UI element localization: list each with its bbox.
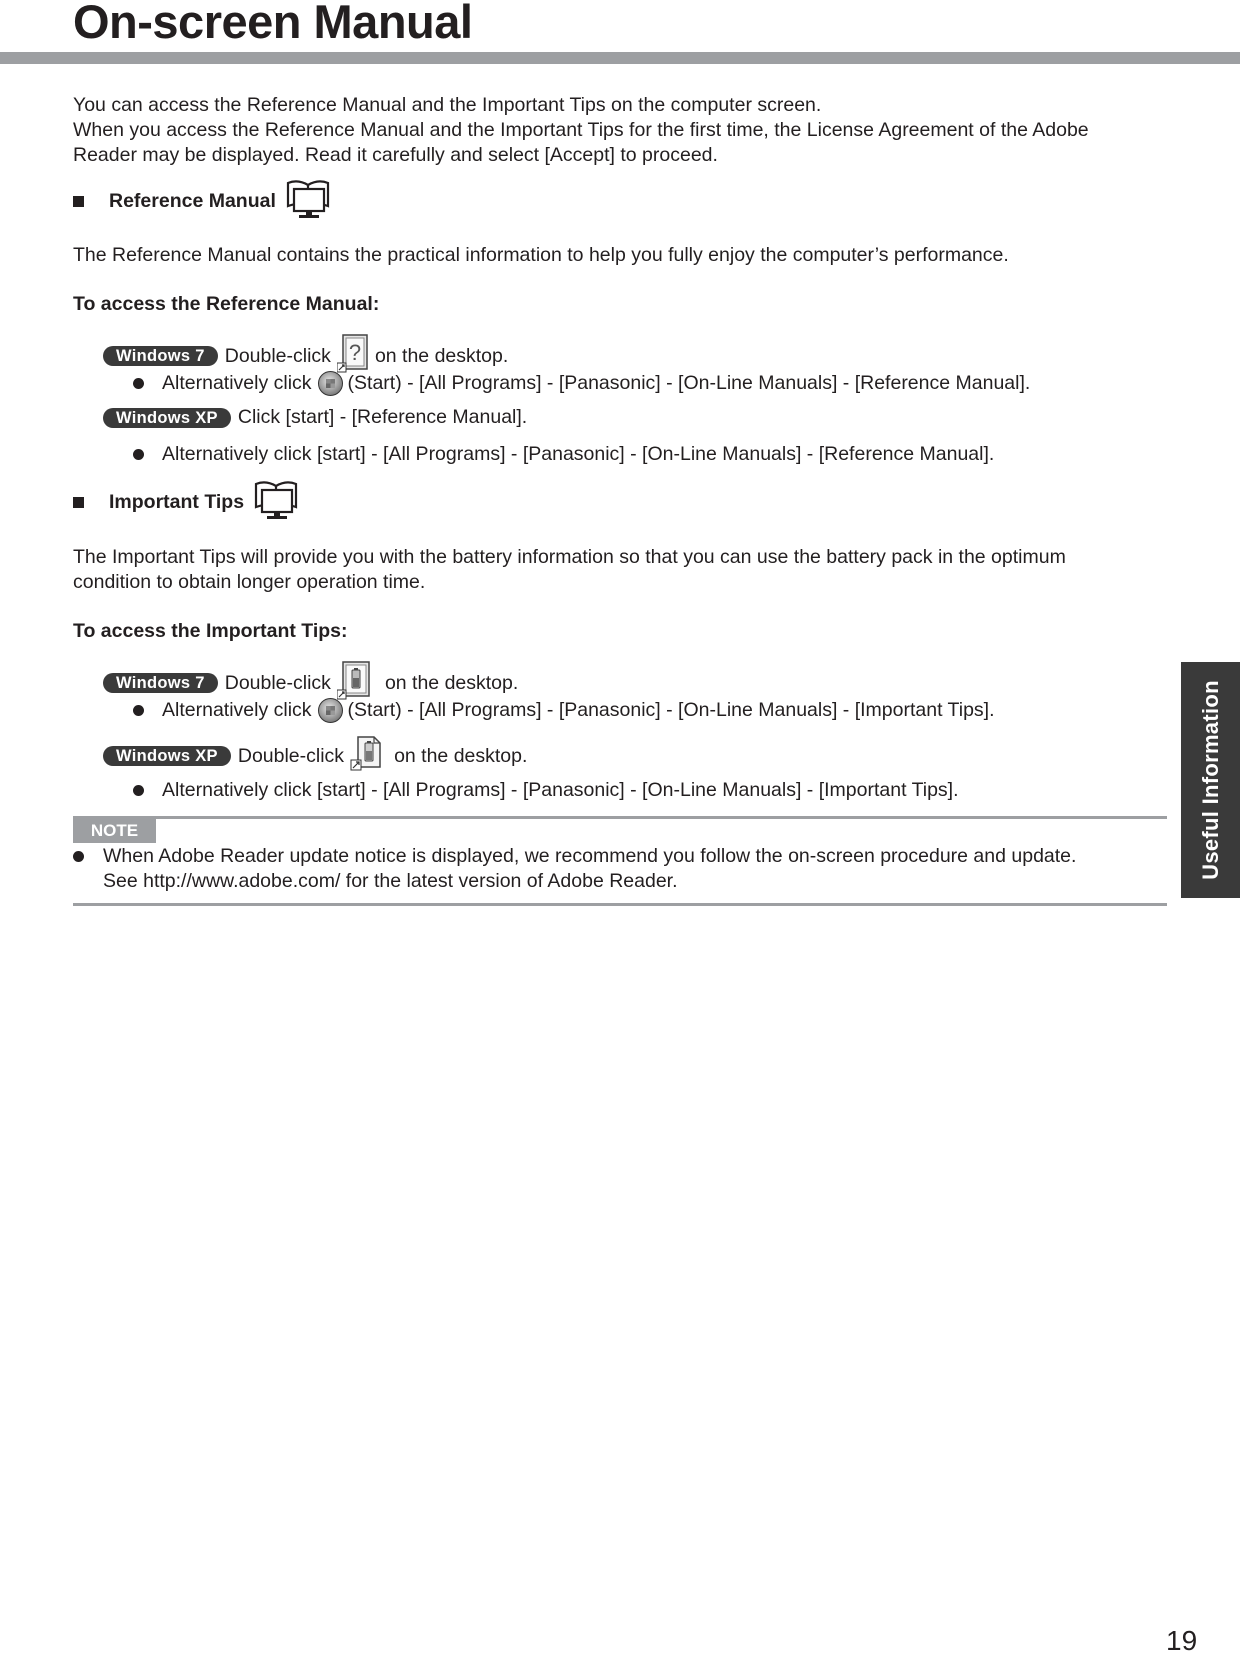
step-text: Alternatively click [start] - [All Programs] - [Panasonic] - [On-Line Manuals] - [Important Tips]. [162, 779, 959, 801]
intro-line-3: Reader may be displayed. Read it carefully and select [Accept] to proceed. [73, 144, 718, 166]
windows-start-icon[interactable] [318, 371, 343, 396]
square-bullet-icon [73, 497, 84, 508]
on-screen-manual-icon [252, 478, 302, 526]
note-top-rule [73, 816, 1167, 819]
section-reference-manual [73, 177, 334, 225]
windows7-badge: Windows 7 [103, 673, 218, 693]
step-text: (Start) - [All Programs] - [Panasonic] - [On-Line Manuals] - [Reference Manual]. [347, 372, 1031, 394]
step-text: on the desktop. [374, 344, 509, 367]
step-text: Double-click [237, 744, 345, 767]
step-text: (Start) - [All Programs] - [Panasonic] - [On-Line Manuals] - [Important Tips]. [347, 699, 995, 721]
important-tips-heading: Important Tips [109, 490, 245, 513]
windows-xp-badge: Windows XP [103, 408, 231, 428]
round-bullet-icon [73, 851, 84, 862]
round-bullet-icon [133, 705, 144, 716]
note-label: NOTE [73, 819, 156, 843]
round-bullet-icon [133, 449, 144, 460]
reference-access-heading: To access the Reference Manual: [73, 293, 380, 315]
reference-win7-alt-step [133, 371, 1030, 396]
reference-description: The Reference Manual contains the practical information to help you fully enjoy the computer’s performance. [73, 244, 1009, 266]
windows7-badge: Windows 7 [103, 346, 218, 366]
side-section-tab [1181, 662, 1240, 898]
windows-xp-badge: Windows XP [103, 746, 231, 766]
intro-line-2: When you access the Reference Manual and the Important Tips for the first time, the License Agreement of the Adobe [73, 119, 1089, 141]
step-text: Click [start] - [Reference Manual]. [237, 406, 528, 428]
step-text: Alternatively click [start] - [All Programs] - [Panasonic] - [On-Line Manuals] - [Reference Manual]. [162, 443, 995, 465]
note-text [103, 844, 1076, 894]
tips-description-line-1: The Important Tips will provide you with the battery information so that you can use the battery pack in the optimum [73, 546, 1066, 568]
tips-win7-alt-step [133, 698, 995, 723]
step-text: Alternatively click [162, 699, 312, 721]
note-line-1: When Adobe Reader update notice is displayed, we recommend you follow the on-screen procedure and update. [103, 845, 1077, 867]
reference-manual-heading: Reference Manual [109, 189, 276, 212]
note-line-2: See http://www.adobe.com/ for the latest version of Adobe Reader. [103, 870, 678, 892]
tips-access-heading: To access the Important Tips: [73, 620, 348, 642]
reference-xp-alt-step [133, 443, 994, 466]
round-bullet-icon [133, 785, 144, 796]
step-text: Double-click [224, 344, 331, 367]
note-item [73, 844, 1076, 894]
step-text: Alternatively click [162, 372, 312, 394]
step-text: on the desktop. [384, 671, 519, 694]
reference-xp-step [103, 406, 527, 429]
windows-start-icon[interactable] [318, 698, 343, 723]
section-important-tips [73, 478, 302, 526]
tips-xp-alt-step [133, 779, 959, 802]
round-bullet-icon [133, 378, 144, 389]
on-screen-manual-icon [284, 177, 334, 225]
important-tips-xp-desktop-icon[interactable] [350, 735, 386, 777]
intro-line-1: You can access the Reference Manual and the Important Tips on the computer screen. [73, 94, 822, 116]
step-text: Double-click [224, 671, 331, 694]
step-text: on the desktop. [394, 744, 528, 767]
tips-xp-step [103, 735, 527, 777]
svg-text:?: ? [348, 340, 362, 365]
tips-description-line-2: condition to obtain longer operation time. [73, 571, 426, 593]
page-title: On-screen Manual [73, 0, 473, 48]
side-tab-label: Useful Information [1197, 680, 1223, 880]
page-number: 19 [1166, 1625, 1198, 1656]
title-rule [0, 52, 1240, 64]
square-bullet-icon [73, 196, 84, 207]
note-bottom-rule [73, 903, 1167, 906]
